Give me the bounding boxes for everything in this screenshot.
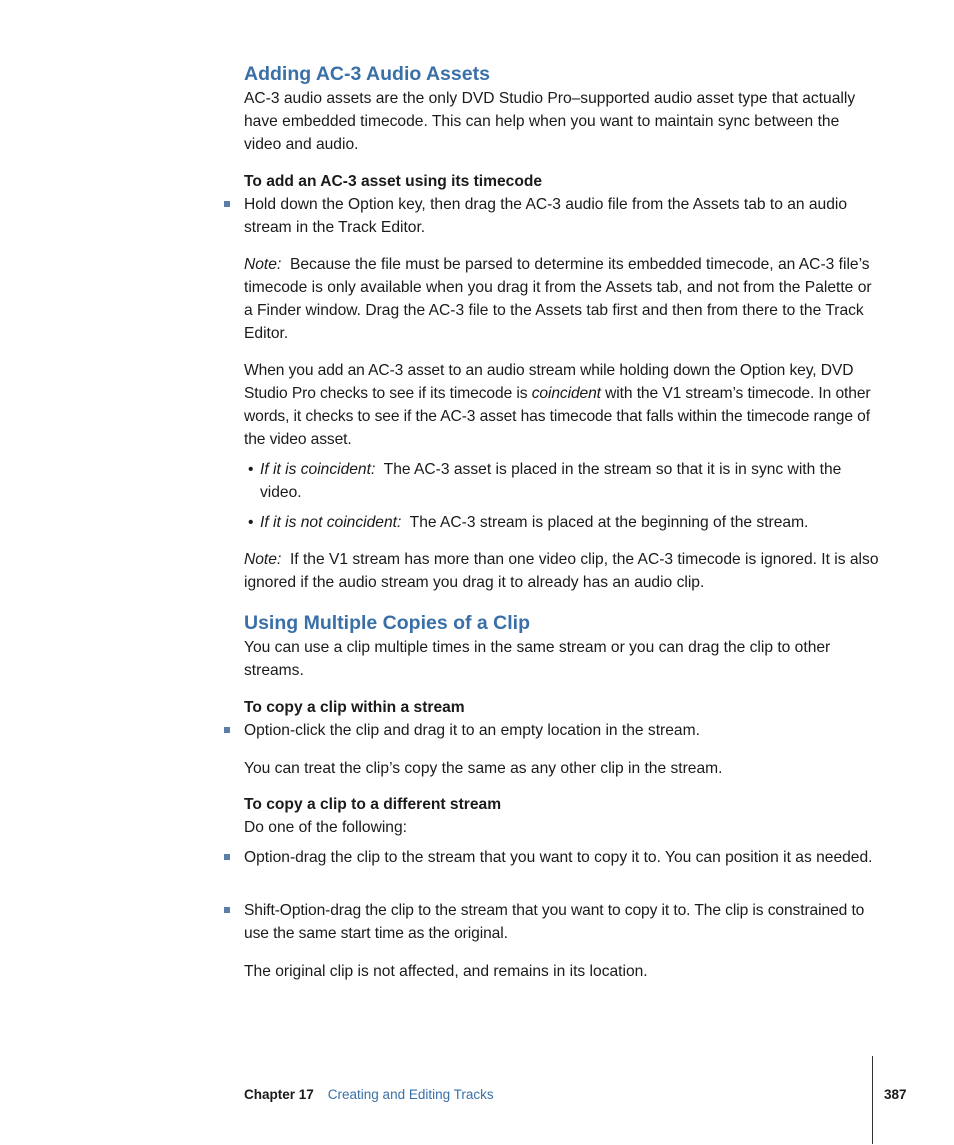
note-paragraph xyxy=(244,253,880,345)
bullet-dot-icon: • xyxy=(248,514,254,531)
para-emphasis: coincident xyxy=(531,385,601,402)
footer xyxy=(244,1086,494,1104)
note-text: Because the file must be parsed to determine its embedded timecode, an AC-3 file’s timecode is only available when you drag it from the Assets tab, and not from the Palette or a Finder window. Drag the AC-3 file to the Assets tab first and then from there to the Track Editor. xyxy=(244,256,872,342)
body-paragraph: You can use a clip multiple times in the same stream or you can drag the clip to other streams. xyxy=(244,639,831,679)
result-text: The original clip is not affected, and remains in its location. xyxy=(244,963,648,980)
step-text: Shift-Option-drag the clip to the stream that you want to copy it to. The clip is constrained to use the same start time as the original. xyxy=(244,902,865,942)
bullet-label: If it is not coincident: xyxy=(260,514,402,531)
bullet-text: The AC-3 asset is placed in the stream so that it is in sync with the video. xyxy=(260,461,842,501)
para-text: with the V1 stream’s timecode. In other words, it checks to see if the AC-3 asset has timecode that falls within the timecode range of the video asset. xyxy=(244,385,871,448)
footer-chapter: Chapter 17 xyxy=(244,1087,314,1102)
step-bullet-icon xyxy=(224,854,230,860)
bullet-label: If it is coincident: xyxy=(260,461,376,478)
task-heading: To copy a clip to a different stream xyxy=(244,796,502,813)
note-label: Note: xyxy=(244,256,282,273)
body-paragraph xyxy=(244,359,880,451)
note-label: Note: xyxy=(244,551,282,568)
step-text: Option-drag the clip to the stream that you want to copy it to. You can position it as needed. xyxy=(244,849,873,866)
step-bullet-icon xyxy=(224,201,230,207)
bullet-text: The AC-3 stream is placed at the beginning of the stream. xyxy=(409,514,809,531)
result-text: You can treat the clip’s copy the same as any other clip in the stream. xyxy=(244,760,723,777)
page-number: 387 xyxy=(884,1087,907,1102)
step-bullet-icon xyxy=(224,907,230,913)
step-bullet-icon xyxy=(224,727,230,733)
note-paragraph xyxy=(244,548,880,594)
step-text: Option-click the clip and drag it to an empty location in the stream. xyxy=(244,722,700,739)
section-heading: Adding AC-3 Audio Assets xyxy=(244,63,490,85)
task-heading: To copy a clip within a stream xyxy=(244,699,465,716)
bullet-item xyxy=(260,458,880,504)
para-text: When you add an AC-3 asset to an audio stream while holding down the Option key, DVD Studio Pro checks to see if its timecode is xyxy=(244,362,854,402)
body-paragraph: Do one of the following: xyxy=(244,819,407,836)
task-heading: To add an AC-3 asset using its timecode xyxy=(244,173,543,190)
step-text: Hold down the Option key, then drag the AC-3 audio file from the Assets tab to an audio stream in the Track Editor. xyxy=(244,196,848,236)
section-heading: Using Multiple Copies of a Clip xyxy=(244,612,531,634)
bullet-dot-icon: • xyxy=(248,461,254,478)
bullet-item xyxy=(260,511,880,534)
note-text: If the V1 stream has more than one video clip, the AC-3 timecode is ignored. It is also ignored if the audio stream you drag it to already has an audio clip. xyxy=(244,551,879,591)
footer-chapter-title: Creating and Editing Tracks xyxy=(327,1087,494,1102)
body-paragraph: AC-3 audio assets are the only DVD Studio Pro–supported audio asset type that actually have embedded timecode. This can help when you want to maintain sync between the video and audio. xyxy=(244,90,856,153)
footer-divider xyxy=(872,1056,873,1144)
